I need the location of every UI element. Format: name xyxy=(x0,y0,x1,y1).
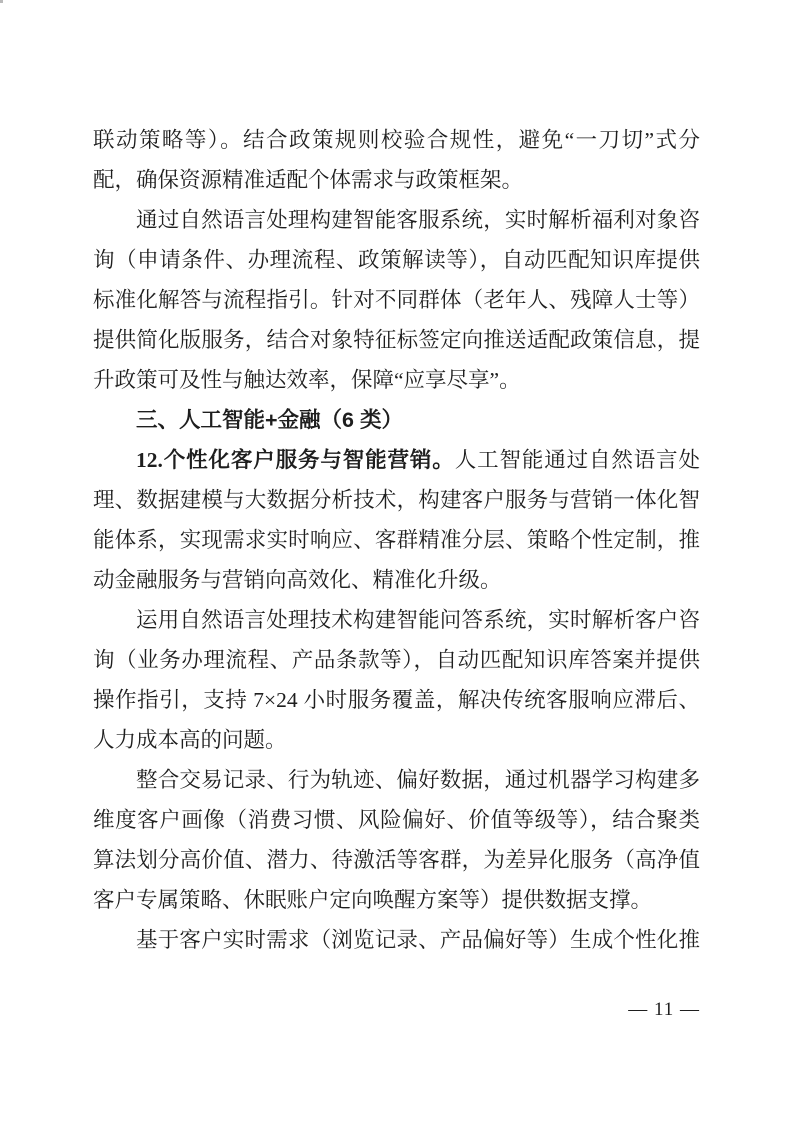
section-heading xyxy=(93,400,700,440)
text-line xyxy=(93,120,700,160)
text-run: 联动策略等）。结合政策规则校验合规性，避免“一刀切”式分 xyxy=(93,128,700,152)
text-line xyxy=(93,440,700,480)
text-run: 运用自然语言处理技术构建智能问答系统，实时解析客户咨 xyxy=(136,608,700,632)
scan-artifact xyxy=(0,0,3,3)
text-line xyxy=(93,880,700,920)
document-body xyxy=(93,120,700,960)
text-line xyxy=(93,280,700,320)
text-run: 算法划分高价值、潜力、待激活等客群，为差异化服务（高净值 xyxy=(93,848,700,872)
text-line xyxy=(93,800,700,840)
text-line xyxy=(93,720,700,760)
text-run: 能体系，实现需求实时响应、客群精准分层、策略个性定制，推 xyxy=(93,528,700,552)
text-line xyxy=(93,160,700,200)
text-run: 基于客户实时需求（浏览记录、产品偏好等）生成个性化推 xyxy=(136,928,700,952)
text-run: 人工智能通过自然语言处 xyxy=(454,448,700,472)
text-line xyxy=(93,360,700,400)
text-line xyxy=(93,480,700,520)
bold-text-run: 12. xyxy=(136,448,163,472)
text-run: 理、数据建模与大数据分析技术，构建客户服务与营销一体化智 xyxy=(93,488,700,512)
text-run: 人力成本高的问题。 xyxy=(93,728,287,752)
text-run: 操作指引，支持 7×24 小时服务覆盖，解决传统客服响应滞后、 xyxy=(93,688,700,712)
text-line xyxy=(93,560,700,600)
bold-text-run: 三、人工智能+金融（6 类） xyxy=(136,408,403,432)
text-line xyxy=(93,840,700,880)
text-run: 维度客户画像（消费习惯、风险偏好、价值等级等），结合聚类 xyxy=(93,808,700,832)
text-run: 询（业务办理流程、产品条款等），自动匹配知识库答案并提供 xyxy=(93,648,700,672)
text-line xyxy=(93,600,700,640)
text-line xyxy=(93,200,700,240)
text-run: 升政策可及性与触达效率，保障“应享尽享”。 xyxy=(93,368,521,392)
text-line xyxy=(93,640,700,680)
text-line xyxy=(93,920,700,960)
page-number: — 11 — xyxy=(628,999,700,1020)
text-run: 整合交易记录、行为轨迹、偏好数据，通过机器学习构建多 xyxy=(136,768,700,792)
text-line xyxy=(93,320,700,360)
text-run: 动金融服务与营销向高效化、精准化升级。 xyxy=(93,568,502,592)
text-run: 配，确保资源精准适配个体需求与政策框架。 xyxy=(93,168,524,192)
text-run: 通过自然语言处理构建智能客服系统，实时解析福利对象咨 xyxy=(136,208,700,232)
text-run: 客户专属策略、休眠账户定向唤醒方案等）提供数据支撑。 xyxy=(93,888,653,912)
text-line xyxy=(93,520,700,560)
text-run: 标准化解答与流程指引。针对不同群体（老年人、残障人士等） xyxy=(93,288,700,312)
text-line xyxy=(93,680,700,720)
text-run: 询（申请条件、办理流程、政策解读等），自动匹配知识库提供 xyxy=(93,248,700,272)
text-run: 提供简化版服务，结合对象特征标签定向推送适配政策信息，提 xyxy=(93,328,700,352)
bold-text-run: 个性化客户服务与智能营销。 xyxy=(162,448,455,472)
text-line xyxy=(93,760,700,800)
text-line xyxy=(93,240,700,280)
